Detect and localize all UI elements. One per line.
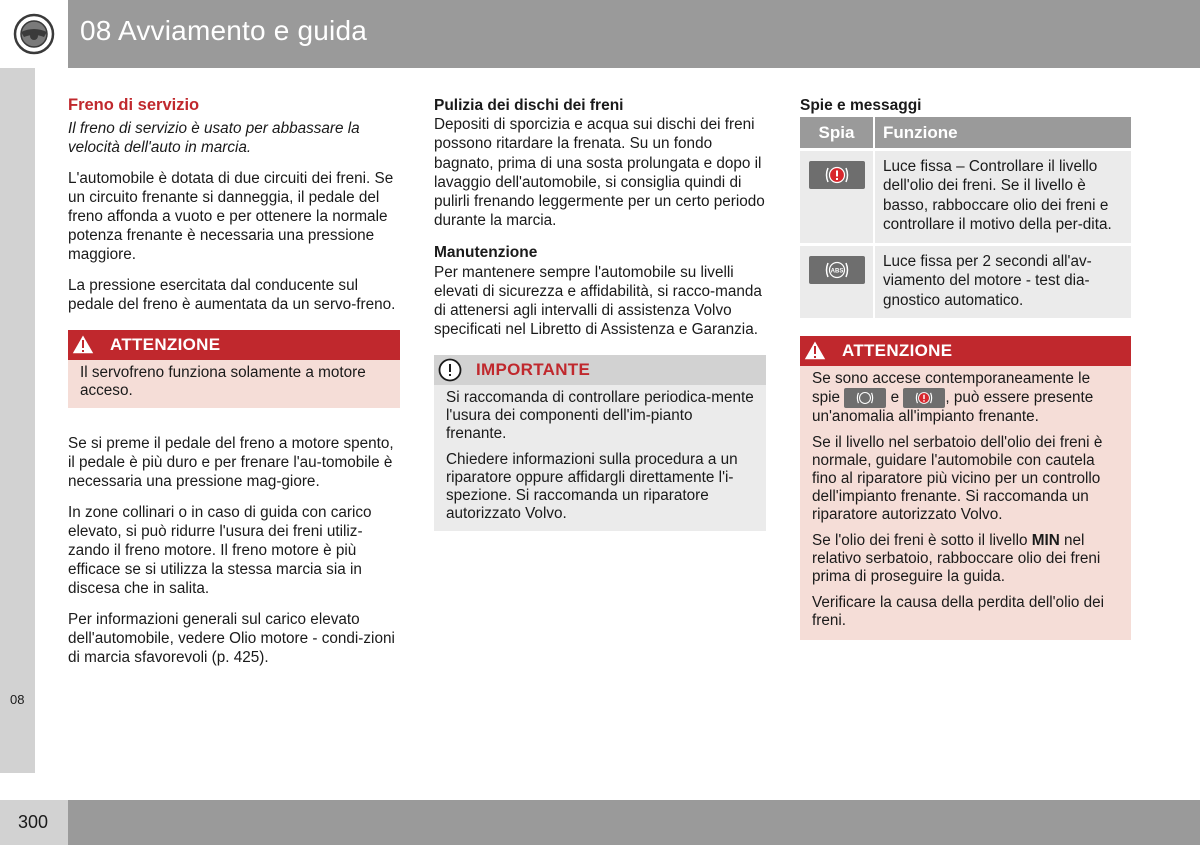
abs-icon-text: ABS <box>830 268 843 275</box>
table-cell-function: Luce fissa per 2 secondi all'av-viamento del motore - test dia-gnostico automatico. <box>874 244 1131 318</box>
table-header-row <box>800 117 1131 149</box>
warning-box-body <box>68 360 400 408</box>
important-box-header <box>434 355 766 385</box>
chapter-title: 08 Avviamento e guida <box>80 15 368 46</box>
warning-text-part: nel relativo serbatoio, rabboccare olio dei freni prima di proseguire la guida. <box>812 532 1101 586</box>
warning-text: Se il livello nel serbatoio dell'olio dei freni è normale, guidare l'automobile con cautela fino al riparatore più vicino per un controllo dell'impianto frenante. Si raccomanda un riparatore autorizzato Volvo. <box>812 434 1103 524</box>
brake-warning-icon <box>903 388 945 408</box>
paragraph: L'automobile è dotata di due circuiti dei freni. Se un circuito frenante si danneggia, il pedale del freno affonda a vuoto e per ottenere la normale potenza frenante è necessaria una pressione maggiore. <box>68 169 394 264</box>
section-heading-spie: Spie e messaggi <box>800 97 922 114</box>
brake-warning-icon <box>809 161 865 189</box>
intro-text: Il freno di servizio è usato per abbassare la velocità dell'auto in marcia. <box>68 120 360 157</box>
column-3 <box>800 96 1131 640</box>
warning-box-title: ATTENZIONE <box>110 335 221 355</box>
table-cell-icon <box>800 244 874 318</box>
chapter-side-label: 08 <box>10 692 25 707</box>
paragraph: Per mantenere sempre l'automobile su livelli elevati di sicurezza e affidabilità, si racco-manda di attenersi agli intervalli di assistenza Volvo specificati nel Libretto di Assistenza e Garanzia. <box>434 263 762 339</box>
warning-triangle-icon <box>802 338 828 362</box>
chapter-icon-tab <box>0 0 68 68</box>
paragraph: In zone collinari o in caso di guida con carico elevato, si può ridurre l'usura dei freni utiliz-zando il freno motore. Il freno motore è più efficace se si utilizza la stessa marcia sia in discesa che in salita. <box>68 503 372 598</box>
paragraph: Per informazioni generali sul carico elevato dell'automobile, vedere Olio motore - condi-zioni di marcia sfavorevoli (p. 425). <box>68 610 395 667</box>
abs-icon <box>809 256 865 284</box>
warning-text-part: e <box>890 389 900 407</box>
column-1 <box>68 96 400 678</box>
warning-text <box>812 532 1119 586</box>
warning-text: Il servofreno funziona solamente a motore acceso. <box>80 364 366 400</box>
section-heading-pulizia: Pulizia dei dischi dei freni <box>434 97 624 114</box>
warning-box-title: ATTENZIONE <box>842 341 953 361</box>
table-header-funzione: Funzione <box>874 117 1131 149</box>
warning-triangle-icon <box>70 332 96 356</box>
min-level-label: MIN <box>1031 532 1060 550</box>
important-box <box>434 355 766 531</box>
warning-box-body <box>800 366 1131 640</box>
paragraph: Depositi di sporcizia e acqua sui dischi dei freni possono ritardare la frenata. Su un fondo bagnato, prima di una sosta prolungata e dopo il lavaggio dell'automobile, si consiglia quindi di pulirli frenando leggermente per un certo periodo durante la marcia. <box>434 116 765 230</box>
abs-icon <box>844 388 886 408</box>
table-header-spia: Spia <box>800 117 874 149</box>
chapter-side-bar <box>0 68 35 773</box>
warning-box <box>800 336 1131 640</box>
table-cell-icon <box>800 149 874 244</box>
table-row <box>800 149 1131 244</box>
warning-box <box>68 330 400 408</box>
warning-text-part: Se l'olio dei freni è sotto il livello <box>812 532 1028 550</box>
section-heading-manutenzione: Manutenzione <box>434 244 538 262</box>
column-2 <box>434 96 766 531</box>
paragraph: Se si preme il pedale del freno a motore spento, il pedale è più duro e per frenare l'au-tomobile è necessaria una pressione mag-giore. <box>68 435 394 491</box>
warning-text-part: Se sono accese contemporaneamente le spie <box>812 370 1091 407</box>
important-text: Chiedere informazioni sulla procedura a un riparatore oppure affidargli direttamente l'i-spezione. Si raccomanda un riparatore autorizzato Volvo. <box>446 451 738 523</box>
warning-box-header <box>68 330 400 360</box>
table-row <box>800 244 1131 318</box>
warning-text <box>812 370 1119 426</box>
page-footer <box>0 800 1200 845</box>
warning-text-part: , può essere presente un'anomalia all'impianto frenante. <box>812 389 1094 426</box>
warning-text: Verificare la causa della perdita dell'olio dei freni. <box>812 594 1105 630</box>
exclamation-circle-icon <box>438 358 462 382</box>
indicator-table <box>800 117 1131 318</box>
important-box-body <box>434 385 766 531</box>
paragraph: La pressione esercitata dal conducente sul pedale del freno è aumentata da un servo-freno. <box>68 276 396 313</box>
page-number: 300 <box>18 812 49 832</box>
steering-wheel-icon <box>13 13 55 55</box>
important-box-title: IMPORTANTE <box>476 360 591 380</box>
section-heading-freno-servizio: Freno di servizio <box>68 96 200 114</box>
warning-box-header <box>800 336 1131 366</box>
important-text: Si raccomanda di controllare periodica-mente l'usura dei componenti dell'im-pianto frenante. <box>446 389 754 443</box>
table-cell-function: Luce fissa – Controllare il livello dell'olio dei freni. Se il livello è basso, rabboccare olio dei freni e controllare il motivo della per-dita. <box>874 149 1131 244</box>
